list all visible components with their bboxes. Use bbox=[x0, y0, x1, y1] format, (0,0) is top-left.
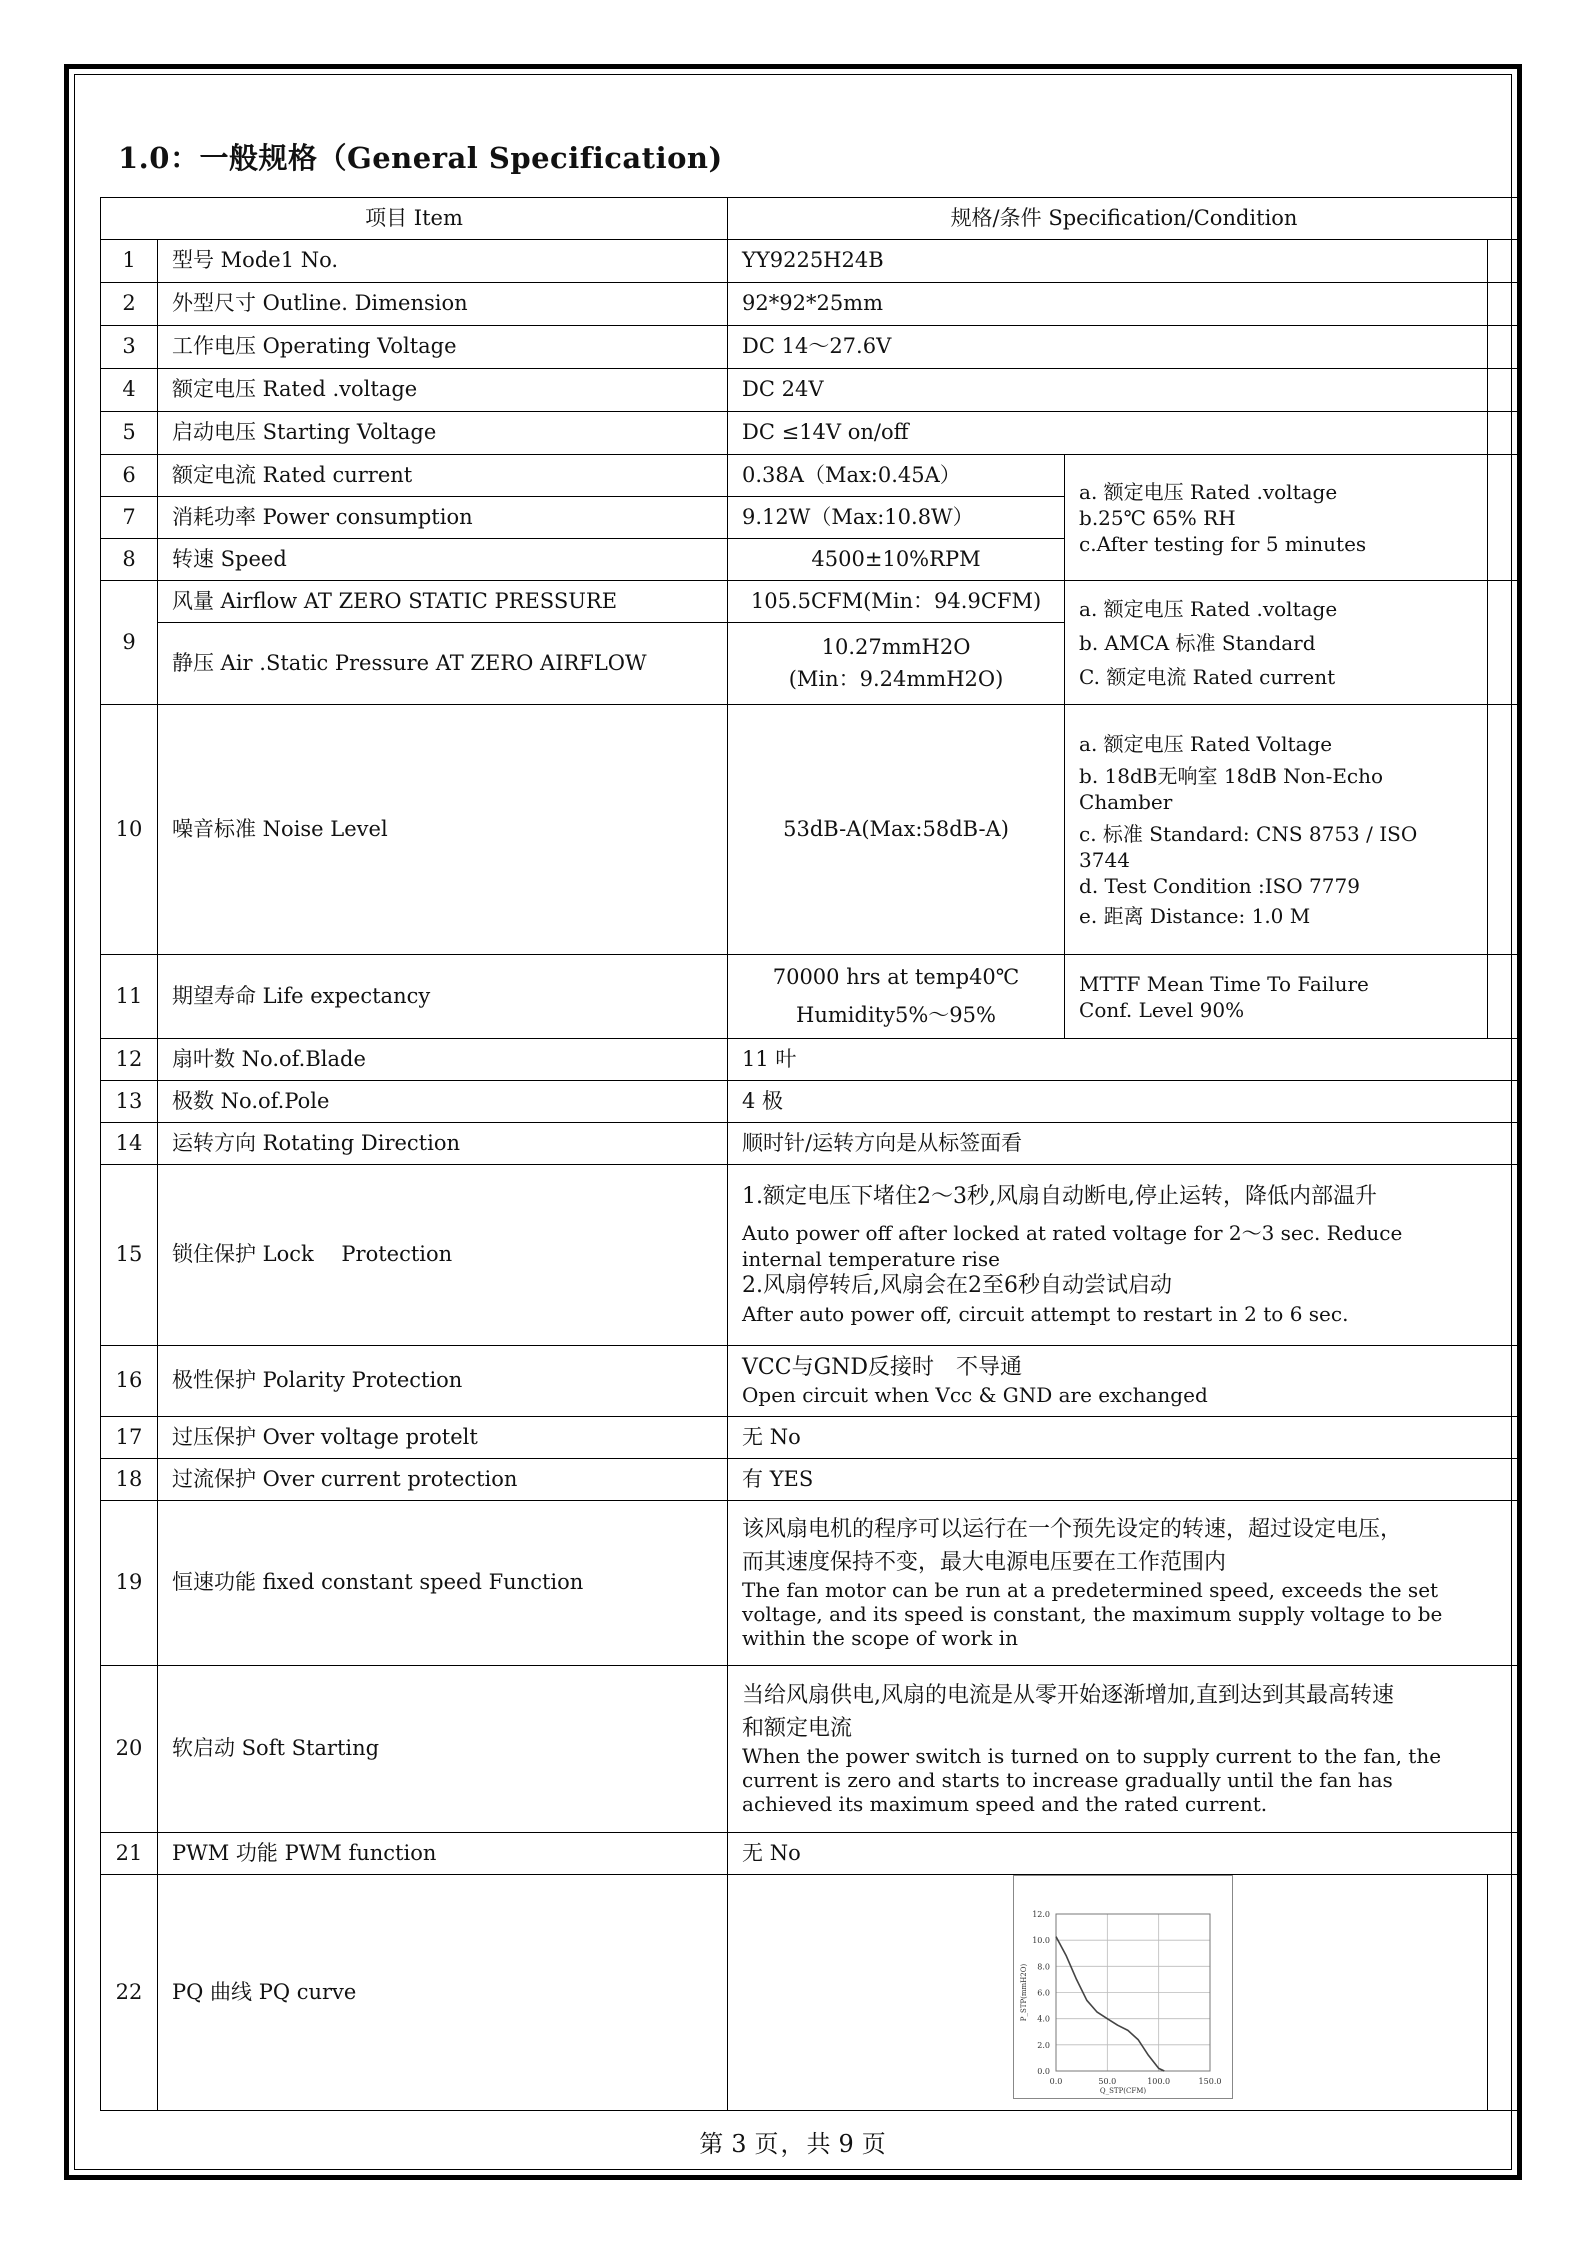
condition-line: b. AMCA 标准 Standard bbox=[1079, 630, 1316, 655]
spec-line: 和额定电流 bbox=[742, 1716, 853, 1741]
condition-line: Conf. Level 90% bbox=[1079, 997, 1245, 1022]
spec-line: 10.27mmH2O bbox=[821, 635, 971, 660]
row-number: 2 bbox=[101, 283, 158, 326]
spec-line: After auto power off, circuit attempt to restart in 2 to 6 sec. bbox=[742, 1301, 1349, 1326]
pq-chart-cell bbox=[728, 1875, 1488, 2111]
row-number: 17 bbox=[101, 1417, 158, 1459]
table-row bbox=[101, 455, 1521, 497]
condition-line: a. 额定电压 Rated .voltage bbox=[1079, 479, 1338, 504]
spec-cell: 4 极 bbox=[728, 1081, 1521, 1123]
spec-cell: DC 24V bbox=[728, 369, 1488, 412]
edge-cell bbox=[1488, 412, 1521, 455]
condition-line: d. Test Condition :ISO 7779 bbox=[1079, 873, 1360, 898]
row-number: 4 bbox=[101, 369, 158, 412]
y-tick-label: 12.0 bbox=[1032, 1910, 1051, 1919]
row-number: 6 bbox=[101, 455, 158, 497]
table-row bbox=[101, 283, 1521, 326]
table-row bbox=[101, 955, 1521, 1039]
item-cell: 外型尺寸 Outline. Dimension bbox=[158, 283, 728, 326]
table-row bbox=[101, 369, 1521, 412]
spec-line: 而其速度保持不变，最大电源电压要在工作范围内 bbox=[742, 1550, 1227, 1575]
table-row bbox=[101, 1875, 1521, 2111]
spec-line: When the power switch is turned on to supply current to the fan, the current is zero and starts to increase gradually until the fan has achieved its maximum speed and the rated current. bbox=[742, 1743, 1442, 1816]
item-cell: 极数 No.of.Pole bbox=[158, 1081, 728, 1123]
item-cell: 锁住保护 Lock Protection bbox=[158, 1165, 728, 1346]
condition-cell bbox=[1065, 705, 1488, 955]
condition-line: c. 标准 Standard: CNS 8753 / ISO 3744 bbox=[1079, 821, 1418, 872]
table-row bbox=[101, 240, 1521, 283]
row-number: 21 bbox=[101, 1833, 158, 1875]
condition-line: a. 额定电压 Rated Voltage bbox=[1079, 731, 1333, 756]
table-row bbox=[101, 412, 1521, 455]
y-axis-label: P_STP(mmH2O) bbox=[1020, 1963, 1029, 2022]
row-number: 12 bbox=[101, 1039, 158, 1081]
spec-line: Humidity5%～95% bbox=[796, 1002, 996, 1027]
spec-cell: DC ≤14V on/off bbox=[728, 412, 1488, 455]
spec-line: The fan motor can be run at a predetermined speed, exceeds the set voltage, and its speed is constant, the maximum supply voltage to be within the scope of work in bbox=[742, 1577, 1443, 1650]
row-number: 10 bbox=[101, 705, 158, 955]
spec-cell bbox=[728, 623, 1065, 705]
row-number: 15 bbox=[101, 1165, 158, 1346]
row-number: 18 bbox=[101, 1459, 158, 1501]
row-number: 14 bbox=[101, 1123, 158, 1165]
table-row bbox=[101, 581, 1521, 623]
row-number: 22 bbox=[101, 1875, 158, 2111]
page-footer bbox=[0, 2124, 1587, 2159]
pq-curve-line bbox=[1056, 1937, 1164, 2071]
spec-cell: 顺时针/运转方向是从标签面看 bbox=[728, 1123, 1521, 1165]
item-cell: 工作电压 Operating Voltage bbox=[158, 326, 728, 369]
item-cell: 转速 Speed bbox=[158, 539, 728, 581]
spec-line: Auto power off after locked at rated voltage for 2～3 sec. Reduce internal temperature rise bbox=[742, 1221, 1403, 1271]
y-tick-label: 8.0 bbox=[1037, 1962, 1051, 1972]
row-number: 19 bbox=[101, 1501, 158, 1666]
table-row bbox=[101, 326, 1521, 369]
row-number: 8 bbox=[101, 539, 158, 581]
table-row bbox=[101, 705, 1521, 955]
condition-line: b. 18dB无响室 18dB Non-Echo Chamber bbox=[1079, 763, 1384, 814]
spec-cell: 105.5CFM(Min：94.9CFM) bbox=[728, 581, 1065, 623]
footer-total-pages: 9 bbox=[838, 2130, 856, 2158]
spec-cell bbox=[728, 1666, 1521, 1833]
section-title: 1.0：一般规格（General Specification) bbox=[118, 141, 723, 175]
item-cell: 型号 Mode1 No. bbox=[158, 240, 728, 283]
pq-chart-frame bbox=[1013, 1875, 1233, 2099]
edge-cell bbox=[1488, 581, 1521, 705]
footer-middle: 页，共 bbox=[754, 2130, 833, 2158]
spec-cell bbox=[728, 1165, 1521, 1346]
condition-cell bbox=[1065, 581, 1488, 705]
item-cell: 扇叶数 No.of.Blade bbox=[158, 1039, 728, 1081]
footer-prefix: 第 bbox=[699, 2130, 726, 2158]
spec-cell: YY9225H24B bbox=[728, 240, 1488, 283]
spec-cell bbox=[728, 1346, 1521, 1417]
spec-cell: 无 No bbox=[728, 1833, 1521, 1875]
condition-line: MTTF Mean Time To Failure bbox=[1079, 971, 1369, 996]
header-item: 项目 Item bbox=[101, 198, 728, 240]
x-tick-label: 100.0 bbox=[1147, 2077, 1171, 2086]
y-tick-label: 6.0 bbox=[1037, 1988, 1051, 1998]
spec-cell: 11 叶 bbox=[728, 1039, 1521, 1081]
item-cell: 运转方向 Rotating Direction bbox=[158, 1123, 728, 1165]
pq-chart-wrap bbox=[728, 1875, 1487, 2099]
row-number: 7 bbox=[101, 497, 158, 539]
y-tick-label: 10.0 bbox=[1032, 1936, 1051, 1946]
condition-cell bbox=[1065, 955, 1488, 1039]
spec-table bbox=[100, 197, 1521, 2111]
condition-line: C. 额定电流 Rated current bbox=[1079, 664, 1336, 689]
condition-line: c.After testing for 5 minutes bbox=[1079, 531, 1367, 556]
spec-cell: 4500±10%RPM bbox=[728, 539, 1065, 581]
spec-line: VCC与GND反接时 不导通 bbox=[742, 1354, 1023, 1380]
spec-line: 1.额定电压下堵住2～3秒,风扇自动断电,停止运转，降低内部温升 bbox=[742, 1184, 1377, 1210]
item-cell: 极性保护 Polarity Protection bbox=[158, 1346, 728, 1417]
item-cell: 风量 Airflow AT ZERO STATIC PRESSURE bbox=[158, 581, 728, 623]
spec-line: 该风扇电机的程序可以运行在一个预先设定的转速，超过设定电压， bbox=[742, 1517, 1403, 1543]
spec-cell: 有 YES bbox=[728, 1459, 1521, 1501]
row-number: 20 bbox=[101, 1666, 158, 1833]
table-row bbox=[101, 1459, 1521, 1501]
y-tick-label: 4.0 bbox=[1037, 2014, 1051, 2024]
edge-cell bbox=[1488, 326, 1521, 369]
row-number: 5 bbox=[101, 412, 158, 455]
table-row bbox=[101, 1501, 1521, 1666]
spec-cell: 53dB-A(Max:58dB-A) bbox=[728, 705, 1065, 955]
x-tick-label: 150.0 bbox=[1198, 2077, 1222, 2086]
x-axis-label: Q_STP(CFM) bbox=[1099, 2087, 1147, 2095]
y-tick-label: 2.0 bbox=[1037, 2040, 1051, 2050]
row-number: 9 bbox=[101, 581, 158, 705]
table-row bbox=[101, 1039, 1521, 1081]
item-cell: 消耗功率 Power consumption bbox=[158, 497, 728, 539]
footer-suffix: 页 bbox=[861, 2130, 888, 2158]
row-number: 16 bbox=[101, 1346, 158, 1417]
header-row bbox=[101, 198, 1521, 240]
item-cell: 额定电压 Rated .voltage bbox=[158, 369, 728, 412]
item-cell: 过流保护 Over current protection bbox=[158, 1459, 728, 1501]
condition-line: b.25℃ 65% RH bbox=[1079, 505, 1236, 530]
spec-cell bbox=[728, 955, 1065, 1039]
edge-cell bbox=[1488, 283, 1521, 326]
edge-cell bbox=[1488, 955, 1521, 1039]
spec-cell: 92*92*25mm bbox=[728, 283, 1488, 326]
item-cell: 启动电压 Starting Voltage bbox=[158, 412, 728, 455]
item-cell: 过压保护 Over voltage protelt bbox=[158, 1417, 728, 1459]
header-spec: 规格/条件 Specification/Condition bbox=[728, 198, 1521, 240]
edge-cell bbox=[1488, 369, 1521, 412]
y-tick-label: 0.0 bbox=[1037, 2067, 1051, 2076]
table-row bbox=[101, 1346, 1521, 1417]
spec-line: 当给风扇供电,风扇的电流是从零开始逐渐增加,直到达到其最高转速 bbox=[742, 1683, 1395, 1709]
item-cell: PWM 功能 PWM function bbox=[158, 1833, 728, 1875]
table-row bbox=[101, 1165, 1521, 1346]
x-tick-label: 0.0 bbox=[1049, 2077, 1063, 2086]
item-cell: 静压 Air .Static Pressure AT ZERO AIRFLOW bbox=[158, 623, 728, 705]
item-cell: 额定电流 Rated current bbox=[158, 455, 728, 497]
pq-chart bbox=[1014, 1876, 1232, 2098]
condition-cell bbox=[1065, 455, 1488, 581]
table-row bbox=[101, 1081, 1521, 1123]
spec-cell: 9.12W（Max:10.8W） bbox=[728, 497, 1065, 539]
spec-cell: 0.38A（Max:0.45A） bbox=[728, 455, 1065, 497]
table-row bbox=[101, 1123, 1521, 1165]
item-cell: 恒速功能 fixed constant speed Function bbox=[158, 1501, 728, 1666]
row-number: 13 bbox=[101, 1081, 158, 1123]
condition-line: e. 距离 Distance: 1.0 M bbox=[1079, 903, 1311, 928]
edge-cell bbox=[1488, 705, 1521, 955]
condition-line: a. 额定电压 Rated .voltage bbox=[1079, 596, 1338, 621]
spec-line: 70000 hrs at temp40℃ bbox=[772, 965, 1020, 990]
spec-line: Open circuit when Vcc & GND are exchanged bbox=[742, 1383, 1208, 1408]
footer-page-number: 3 bbox=[731, 2130, 749, 2158]
spec-line: 2.风扇停转后,风扇会在2至6秒自动尝试启动 bbox=[742, 1273, 1172, 1298]
edge-cell bbox=[1488, 1875, 1521, 2111]
spec-cell: DC 14～27.6V bbox=[728, 326, 1488, 369]
table-row bbox=[101, 1417, 1521, 1459]
spec-line: (Min：9.24mmH2O) bbox=[788, 666, 1004, 691]
spec-cell bbox=[728, 1501, 1521, 1666]
row-number: 11 bbox=[101, 955, 158, 1039]
edge-cell bbox=[1488, 455, 1521, 581]
row-number: 3 bbox=[101, 326, 158, 369]
edge-cell bbox=[1488, 240, 1521, 283]
spec-cell: 无 No bbox=[728, 1417, 1521, 1459]
item-cell: PQ 曲线 PQ curve bbox=[158, 1875, 728, 2111]
x-tick-label: 50.0 bbox=[1098, 2077, 1117, 2086]
item-cell: 软启动 Soft Starting bbox=[158, 1666, 728, 1833]
item-cell: 期望寿命 Life expectancy bbox=[158, 955, 728, 1039]
row-number: 1 bbox=[101, 240, 158, 283]
table-row bbox=[101, 1666, 1521, 1833]
table-row bbox=[101, 1833, 1521, 1875]
item-cell: 噪音标准 Noise Level bbox=[158, 705, 728, 955]
